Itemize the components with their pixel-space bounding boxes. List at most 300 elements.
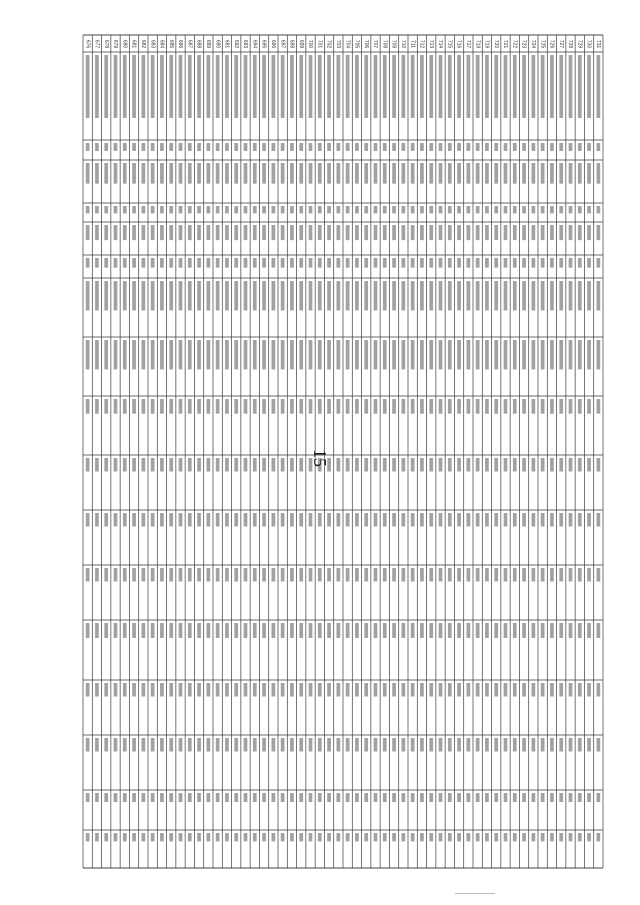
table-cell-text [448,225,452,240]
table-cell-text [494,793,498,802]
table-cell-text [253,163,257,184]
table-cell-text [420,399,424,414]
table-cell-text [467,258,471,268]
table-cell-text [262,225,266,240]
row-number: 701 [316,39,323,49]
table-cell-text [411,683,415,697]
table-cell-text [532,258,536,268]
table-cell-text [513,225,517,240]
table-cell-text [541,568,545,582]
table-cell-text [188,258,192,268]
table-cell-text [494,340,498,369]
table-cell-text [244,281,248,310]
table-cell-text [457,281,461,310]
table-cell-text [151,163,155,184]
table-cell-text [281,683,285,697]
table-cell-text [160,258,164,268]
table-cell-text [225,143,229,151]
table-cell-text [207,833,211,841]
row-number: 690 [214,39,221,49]
table-cell-text [123,399,127,414]
table-cell-text [132,399,136,414]
table-cell-text [355,833,359,841]
table-cell-text [225,340,229,369]
table-cell-text [132,623,136,638]
table-cell-text [272,258,276,268]
row-number: 704 [344,39,351,49]
table-cell-text [494,163,498,184]
table-cell-text [104,340,108,369]
table-cell-text [188,793,192,802]
table-cell-text [114,399,118,414]
table-cell-text [327,163,331,184]
table-cell-text [420,143,424,151]
table-cell-text [337,833,341,841]
table-cell-text [504,225,508,240]
table-cell-text [188,623,192,638]
table-cell-text [578,206,582,213]
table-cell-text [559,513,563,527]
table-cell-text [476,623,480,638]
table-cell-text [429,623,433,638]
table-cell-text [86,206,90,213]
table-cell-text [104,206,108,213]
table-cell-text [309,163,313,184]
table-cell-text [587,738,591,752]
table-cell-text [420,206,424,213]
table-cell-text [337,399,341,414]
table-cell-text [346,163,350,184]
table-cell-text [392,458,396,472]
table-cell-text [207,206,211,213]
table-cell-text [383,683,387,697]
table-cell-text [494,513,498,527]
table-cell-text [513,163,517,184]
table-cell-text [272,281,276,310]
table-cell-text [513,513,517,527]
table-cell-text [188,568,192,582]
table-cell-text [234,225,238,240]
table-cell-text [346,143,350,151]
table-cell-text [522,513,526,527]
table-cell-text [392,399,396,414]
table-cell-text [244,163,248,184]
table-cell-text [392,340,396,369]
table-cell-text [309,143,313,151]
table-cell-text [281,458,285,472]
table-cell-text [392,206,396,213]
table-cell-text [318,683,322,697]
table-cell-text [299,623,303,638]
table-cell-text [197,281,201,310]
table-cell-text [504,143,508,151]
table-cell-text [169,340,173,369]
table-cell-text [550,55,554,118]
row-number: 724 [530,39,537,49]
table-cell-text [216,55,220,118]
table-cell-text [374,225,378,240]
table-cell-text [541,163,545,184]
table-cell-text [485,513,489,527]
table-cell-text [439,833,443,841]
table-cell-text [327,833,331,841]
table-cell-text [504,793,508,802]
table-cell-text [299,568,303,582]
table-cell-text [290,568,294,582]
table-cell-text [318,399,322,414]
table-cell-text [337,163,341,184]
table-cell-text [476,833,480,841]
table-cell-text [346,206,350,213]
table-cell-text [402,340,406,369]
table-cell-text [457,143,461,151]
table-cell-text [123,143,127,151]
table-cell-text [169,568,173,582]
table-cell-text [309,683,313,697]
table-cell-text [253,206,257,213]
table-cell-text [216,163,220,184]
table-cell-text [383,738,387,752]
table-cell-text [253,738,257,752]
table-cell-text [364,163,368,184]
table-cell-text [578,568,582,582]
table-cell-text [104,258,108,268]
table-cell-text [467,683,471,697]
table-cell-text [123,623,127,638]
table-cell-text [355,738,359,752]
table-cell-text [225,258,229,268]
table-cell-text [504,738,508,752]
table-cell-text [355,399,359,414]
table-cell-text [160,225,164,240]
table-cell-text [262,683,266,697]
table-cell-text [439,258,443,268]
table-cell-text [114,281,118,310]
table-cell-text [207,513,211,527]
table-cell-text [151,458,155,472]
table-cell-text [132,258,136,268]
table-cell-text [207,738,211,752]
table-cell-text [476,568,480,582]
table-cell-text [485,738,489,752]
table-cell-text [411,568,415,582]
table-cell-text [402,206,406,213]
table-cell-text [225,55,229,118]
row-number: 708 [381,39,388,49]
page-number [305,440,335,476]
table-cell-text [559,340,563,369]
table-cell-text [429,55,433,118]
table-cell-text [420,833,424,841]
table-cell-text [559,568,563,582]
table-cell-text [86,55,90,118]
table-cell-text [327,258,331,268]
table-cell-text [151,206,155,213]
table-cell-text [364,833,368,841]
table-cell-text [160,793,164,802]
table-cell-text [429,833,433,841]
table-cell-text [476,458,480,472]
table-cell-text [86,163,90,184]
table-cell-text [188,143,192,151]
table-cell-text [494,258,498,268]
table-cell-text [281,143,285,151]
table-cell-text [578,793,582,802]
table-cell-text [467,833,471,841]
table-cell-text [160,340,164,369]
table-cell-text [411,225,415,240]
table-cell-text [123,513,127,527]
table-cell-text [485,206,489,213]
table-cell-text [132,458,136,472]
table-cell-text [104,568,108,582]
table-cell-text [467,340,471,369]
table-cell-text [504,568,508,582]
table-cell-text [142,225,146,240]
table-cell-text [467,568,471,582]
table-cell-text [411,206,415,213]
table-cell-text [494,206,498,213]
table-cell-text [420,258,424,268]
table-cell-text [346,258,350,268]
table-cell-text [476,793,480,802]
table-cell-text [262,281,266,310]
table-cell-text [513,258,517,268]
table-cell-text [142,683,146,697]
table-cell-text [244,206,248,213]
table-cell-text [429,225,433,240]
table-cell-text [179,281,183,310]
table-cell-text [504,458,508,472]
table-cell-text [160,55,164,118]
table-cell-text [429,458,433,472]
table-cell-text [272,206,276,213]
table-cell-text [439,683,443,697]
table-cell-text [132,683,136,697]
table-cell-text [197,55,201,118]
table-cell-text [383,623,387,638]
table-cell-text [272,55,276,118]
table-cell-text [392,258,396,268]
table-cell-text [420,163,424,184]
table-cell-text [179,793,183,802]
table-cell-text [402,163,406,184]
table-cell-text [197,225,201,240]
table-cell-text [188,399,192,414]
table-cell-text [411,458,415,472]
scan-edge-mark [455,893,495,894]
table-cell-text [429,206,433,213]
table-cell-text [550,833,554,841]
table-cell-text [234,206,238,213]
table-cell-text [253,281,257,310]
table-cell-text [123,55,127,118]
table-cell-text [494,143,498,151]
table-cell-text [597,833,601,841]
table-cell-text [151,399,155,414]
table-cell-text [494,399,498,414]
table-cell-text [114,513,118,527]
table-cell-text [364,206,368,213]
table-cell-text [216,206,220,213]
table-cell-text [374,281,378,310]
table-cell-text [569,225,573,240]
row-number: 702 [325,39,332,49]
table-cell-text [355,225,359,240]
table-cell-text [467,738,471,752]
table-cell-text [429,513,433,527]
table-cell-text [513,833,517,841]
table-cell-text [151,225,155,240]
table-cell-text [327,738,331,752]
table-cell-text [513,206,517,213]
table-cell-text [374,399,378,414]
table-cell-text [281,206,285,213]
table-cell-text [532,568,536,582]
table-cell-text [290,458,294,472]
table-cell-text [467,623,471,638]
table-cell-text [569,340,573,369]
table-cell-text [541,738,545,752]
table-cell-text [411,513,415,527]
table-cell-text [95,623,99,638]
table-cell-text [494,683,498,697]
table-cell-text [550,568,554,582]
table-cell-text [142,206,146,213]
table-cell-text [476,738,480,752]
table-cell-text [448,399,452,414]
table-cell-text [114,568,118,582]
table-cell-text [402,399,406,414]
row-number: 721 [502,39,509,49]
table-cell-text [114,163,118,184]
table-cell-text [439,399,443,414]
table-cell-text [169,833,173,841]
table-cell-text [346,833,350,841]
row-number: 689 [205,39,212,49]
table-cell-text [578,833,582,841]
table-cell-text [522,163,526,184]
table-cell-text [364,458,368,472]
table-cell-text [104,143,108,151]
table-cell-text [559,738,563,752]
table-cell-text [327,281,331,310]
table-cell-text [467,399,471,414]
table-cell-text [457,55,461,118]
table-cell-text [86,513,90,527]
table-cell-text [169,258,173,268]
table-cell-text [86,340,90,369]
table-cell-text [290,793,294,802]
table-cell-text [169,683,173,697]
table-cell-text [123,738,127,752]
table-cell-text [95,281,99,310]
table-cell-text [494,281,498,310]
table-cell-text [216,281,220,310]
table-cell-text [225,683,229,697]
table-cell-text [234,163,238,184]
table-cell-text [383,281,387,310]
table-cell-text [253,568,257,582]
table-cell-text [188,206,192,213]
table-cell-text [578,281,582,310]
table-cell-text [457,793,461,802]
table-cell-text [188,738,192,752]
table-cell-text [346,340,350,369]
table-cell-text [355,258,359,268]
table-cell-text [169,793,173,802]
table-cell-text [346,55,350,118]
table-cell-text [346,458,350,472]
table-cell-text [522,55,526,118]
table-cell-text [541,143,545,151]
table-cell-text [151,683,155,697]
table-cell-text [142,143,146,151]
table-cell-text [151,833,155,841]
table-cell-text [95,513,99,527]
table-cell-text [160,206,164,213]
table-cell-text [225,163,229,184]
table-cell-text [337,206,341,213]
table-cell-text [179,568,183,582]
table-cell-text [569,793,573,802]
table-cell-text [327,683,331,697]
table-cell-text [597,738,601,752]
table-cell-text [392,281,396,310]
table-cell-text [457,206,461,213]
row-number: 685 [167,39,174,49]
table-cell-text [216,833,220,841]
row-number: 691 [223,39,230,49]
table-cell-text [86,568,90,582]
table-cell-text [197,143,201,151]
table-cell-text [262,206,266,213]
table-cell-text [262,833,266,841]
table-cell-text [429,568,433,582]
table-cell-text [86,738,90,752]
table-cell-text [522,340,526,369]
table-cell-text [318,793,322,802]
table-cell-text [95,793,99,802]
table-cell-text [123,683,127,697]
table-cell-text [550,258,554,268]
table-cell-text [197,683,201,697]
table-cell-text [485,55,489,118]
table-cell-text [290,399,294,414]
table-cell-text [457,833,461,841]
table-cell-text [299,206,303,213]
table-cell-text [337,793,341,802]
table-cell-text [392,225,396,240]
row-number: 713 [427,39,434,49]
table-cell-text [337,683,341,697]
page-number-text: 15 [310,449,330,467]
table-cell-text [476,340,480,369]
table-cell-text [318,258,322,268]
table-cell-text [513,683,517,697]
table-cell-text [569,738,573,752]
table-cell-text [179,225,183,240]
table-cell-text [318,833,322,841]
table-cell-text [290,281,294,310]
table-cell-text [95,258,99,268]
row-number: 730 [585,39,592,49]
table-cell-text [532,206,536,213]
table-cell-text [272,340,276,369]
table-cell-text [290,340,294,369]
table-cell-text [485,225,489,240]
table-cell-text [411,163,415,184]
